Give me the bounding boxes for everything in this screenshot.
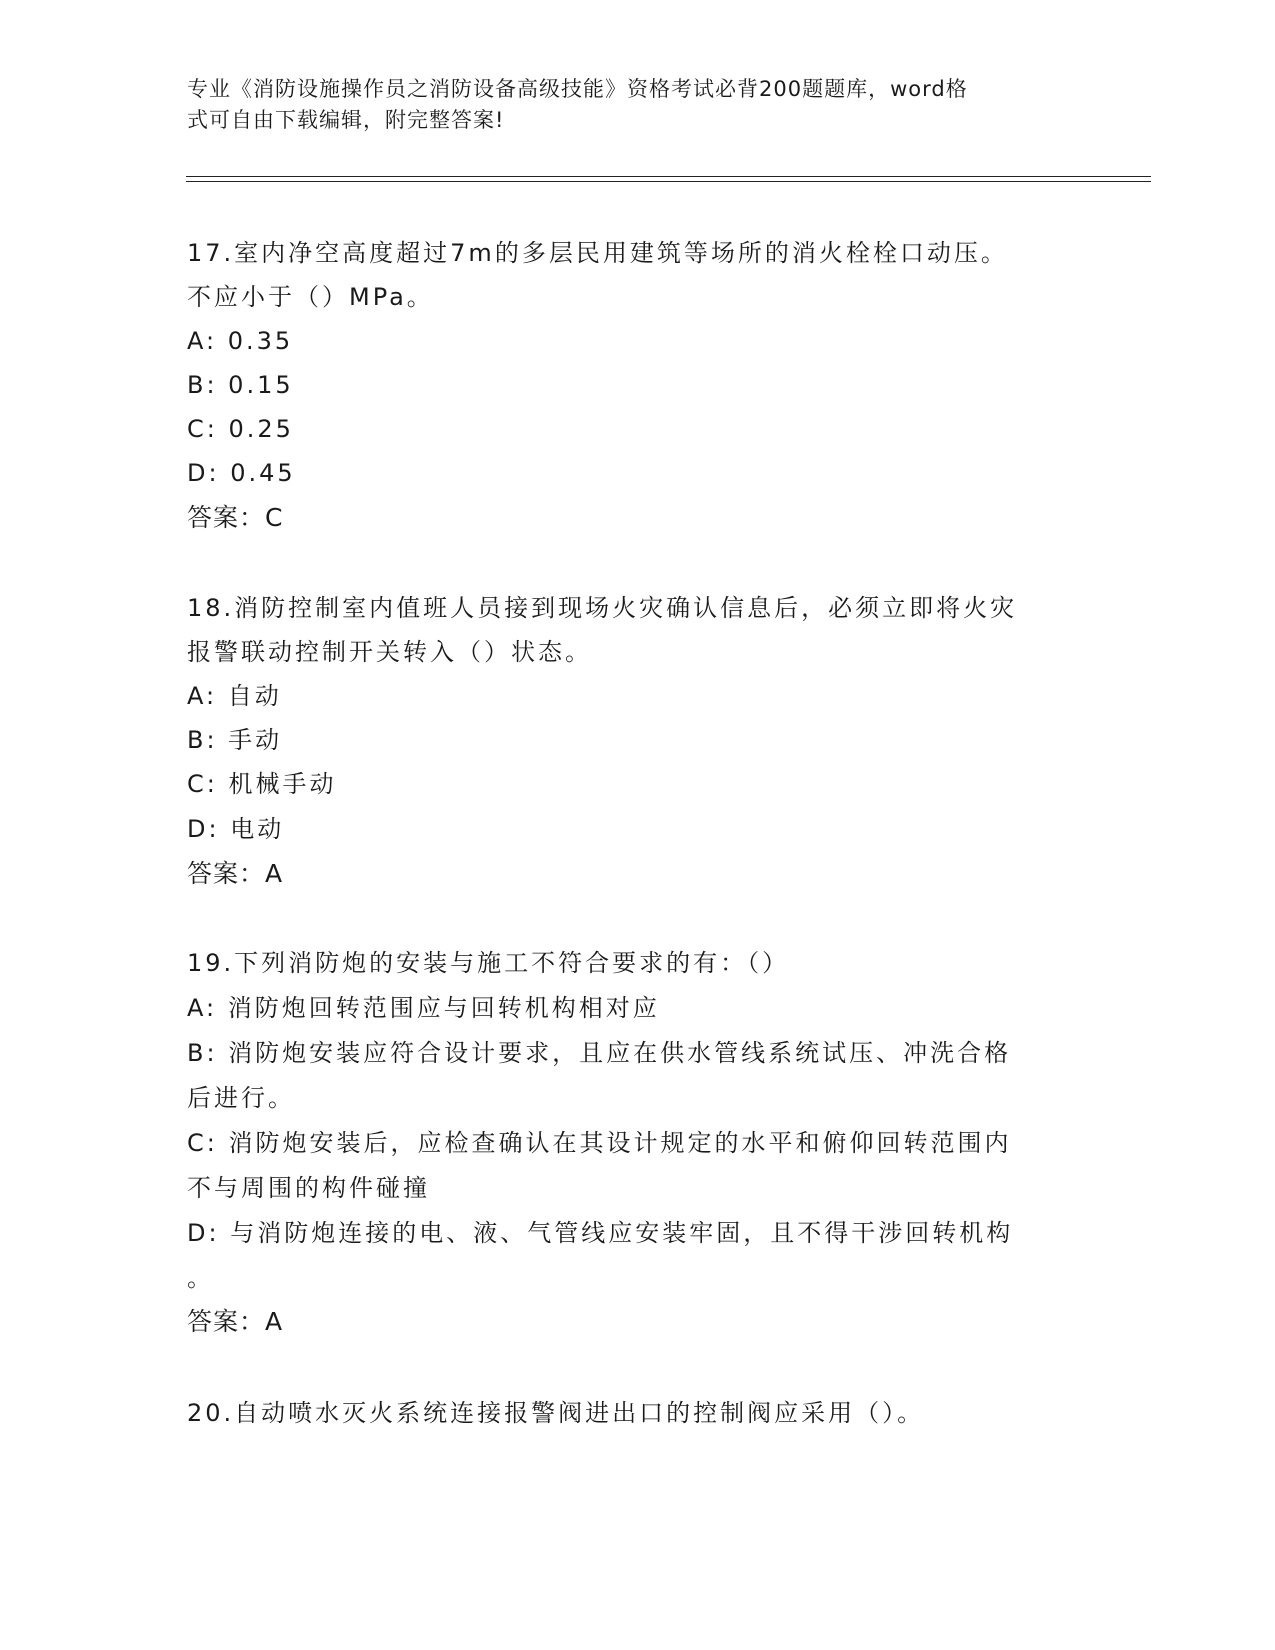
question-17-option-b: B: 0.15 (187, 371, 294, 399)
header-line-1: 专业《消防设施操作员之消防设备高级技能》资格考试必背200题题库，word格 (187, 77, 968, 101)
question-19-option-b: B: 消防炮安装应符合设计要求，且应在供水管线系统试压、冲洗合格 (187, 1039, 1012, 1067)
question-19-option-a: A: 消防炮回转范围应与回转机构相对应 (187, 994, 660, 1022)
header-rule-top (186, 176, 1151, 177)
question-20-stem-line-1: 20.自动喷水灭火系统连接报警阀进出口的控制阀应采用（）。 (187, 1399, 925, 1427)
question-18-option-d: D: 电动 (187, 815, 285, 843)
question-17-stem-line-2: 不应小于（）MPa。 (187, 283, 434, 311)
question-19-stem-line-1: 19.下列消防炮的安装与施工不符合要求的有：（） (187, 949, 790, 977)
question-17-option-a: A: 0.35 (187, 327, 294, 355)
question-18-answer: 答案：A (187, 859, 284, 888)
document-header (187, 74, 1067, 136)
question-19-option-c: C: 消防炮安装后，应检查确认在其设计规定的水平和俯仰回转范围内 (187, 1129, 1012, 1157)
question-19-option-d: D: 与消防炮连接的电、液、气管线应安装牢固，且不得干涉回转机构 (187, 1219, 1014, 1247)
question-18-stem-line-2: 报警联动控制开关转入（）状态。 (187, 638, 592, 666)
header-line-2: 式可自由下载编辑，附完整答案! (187, 108, 505, 132)
header-rule-bottom (186, 181, 1151, 182)
question-17-stem-line-1: 17.室内净空高度超过7m的多层民用建筑等场所的消火栓栓口动压。 (187, 239, 1008, 267)
question-17-option-d: D: 0.45 (187, 459, 296, 487)
question-17-answer: 答案：C (187, 503, 284, 532)
question-19-option-d-cont: 。 (187, 1264, 214, 1292)
question-17-option-c: C: 0.25 (187, 415, 294, 443)
question-19-option-b-cont: 后进行。 (187, 1084, 295, 1112)
question-18-option-c: C: 机械手动 (187, 770, 337, 798)
question-18-option-b: B: 手动 (187, 726, 283, 754)
question-19-option-c-cont: 不与周围的构件碰撞 (187, 1174, 430, 1202)
question-18-stem-line-1: 18.消防控制室内值班人员接到现场火灾确认信息后，必须立即将火灾 (187, 594, 1018, 622)
question-18-option-a: A: 自动 (187, 682, 282, 710)
question-19-answer: 答案：A (187, 1307, 284, 1336)
